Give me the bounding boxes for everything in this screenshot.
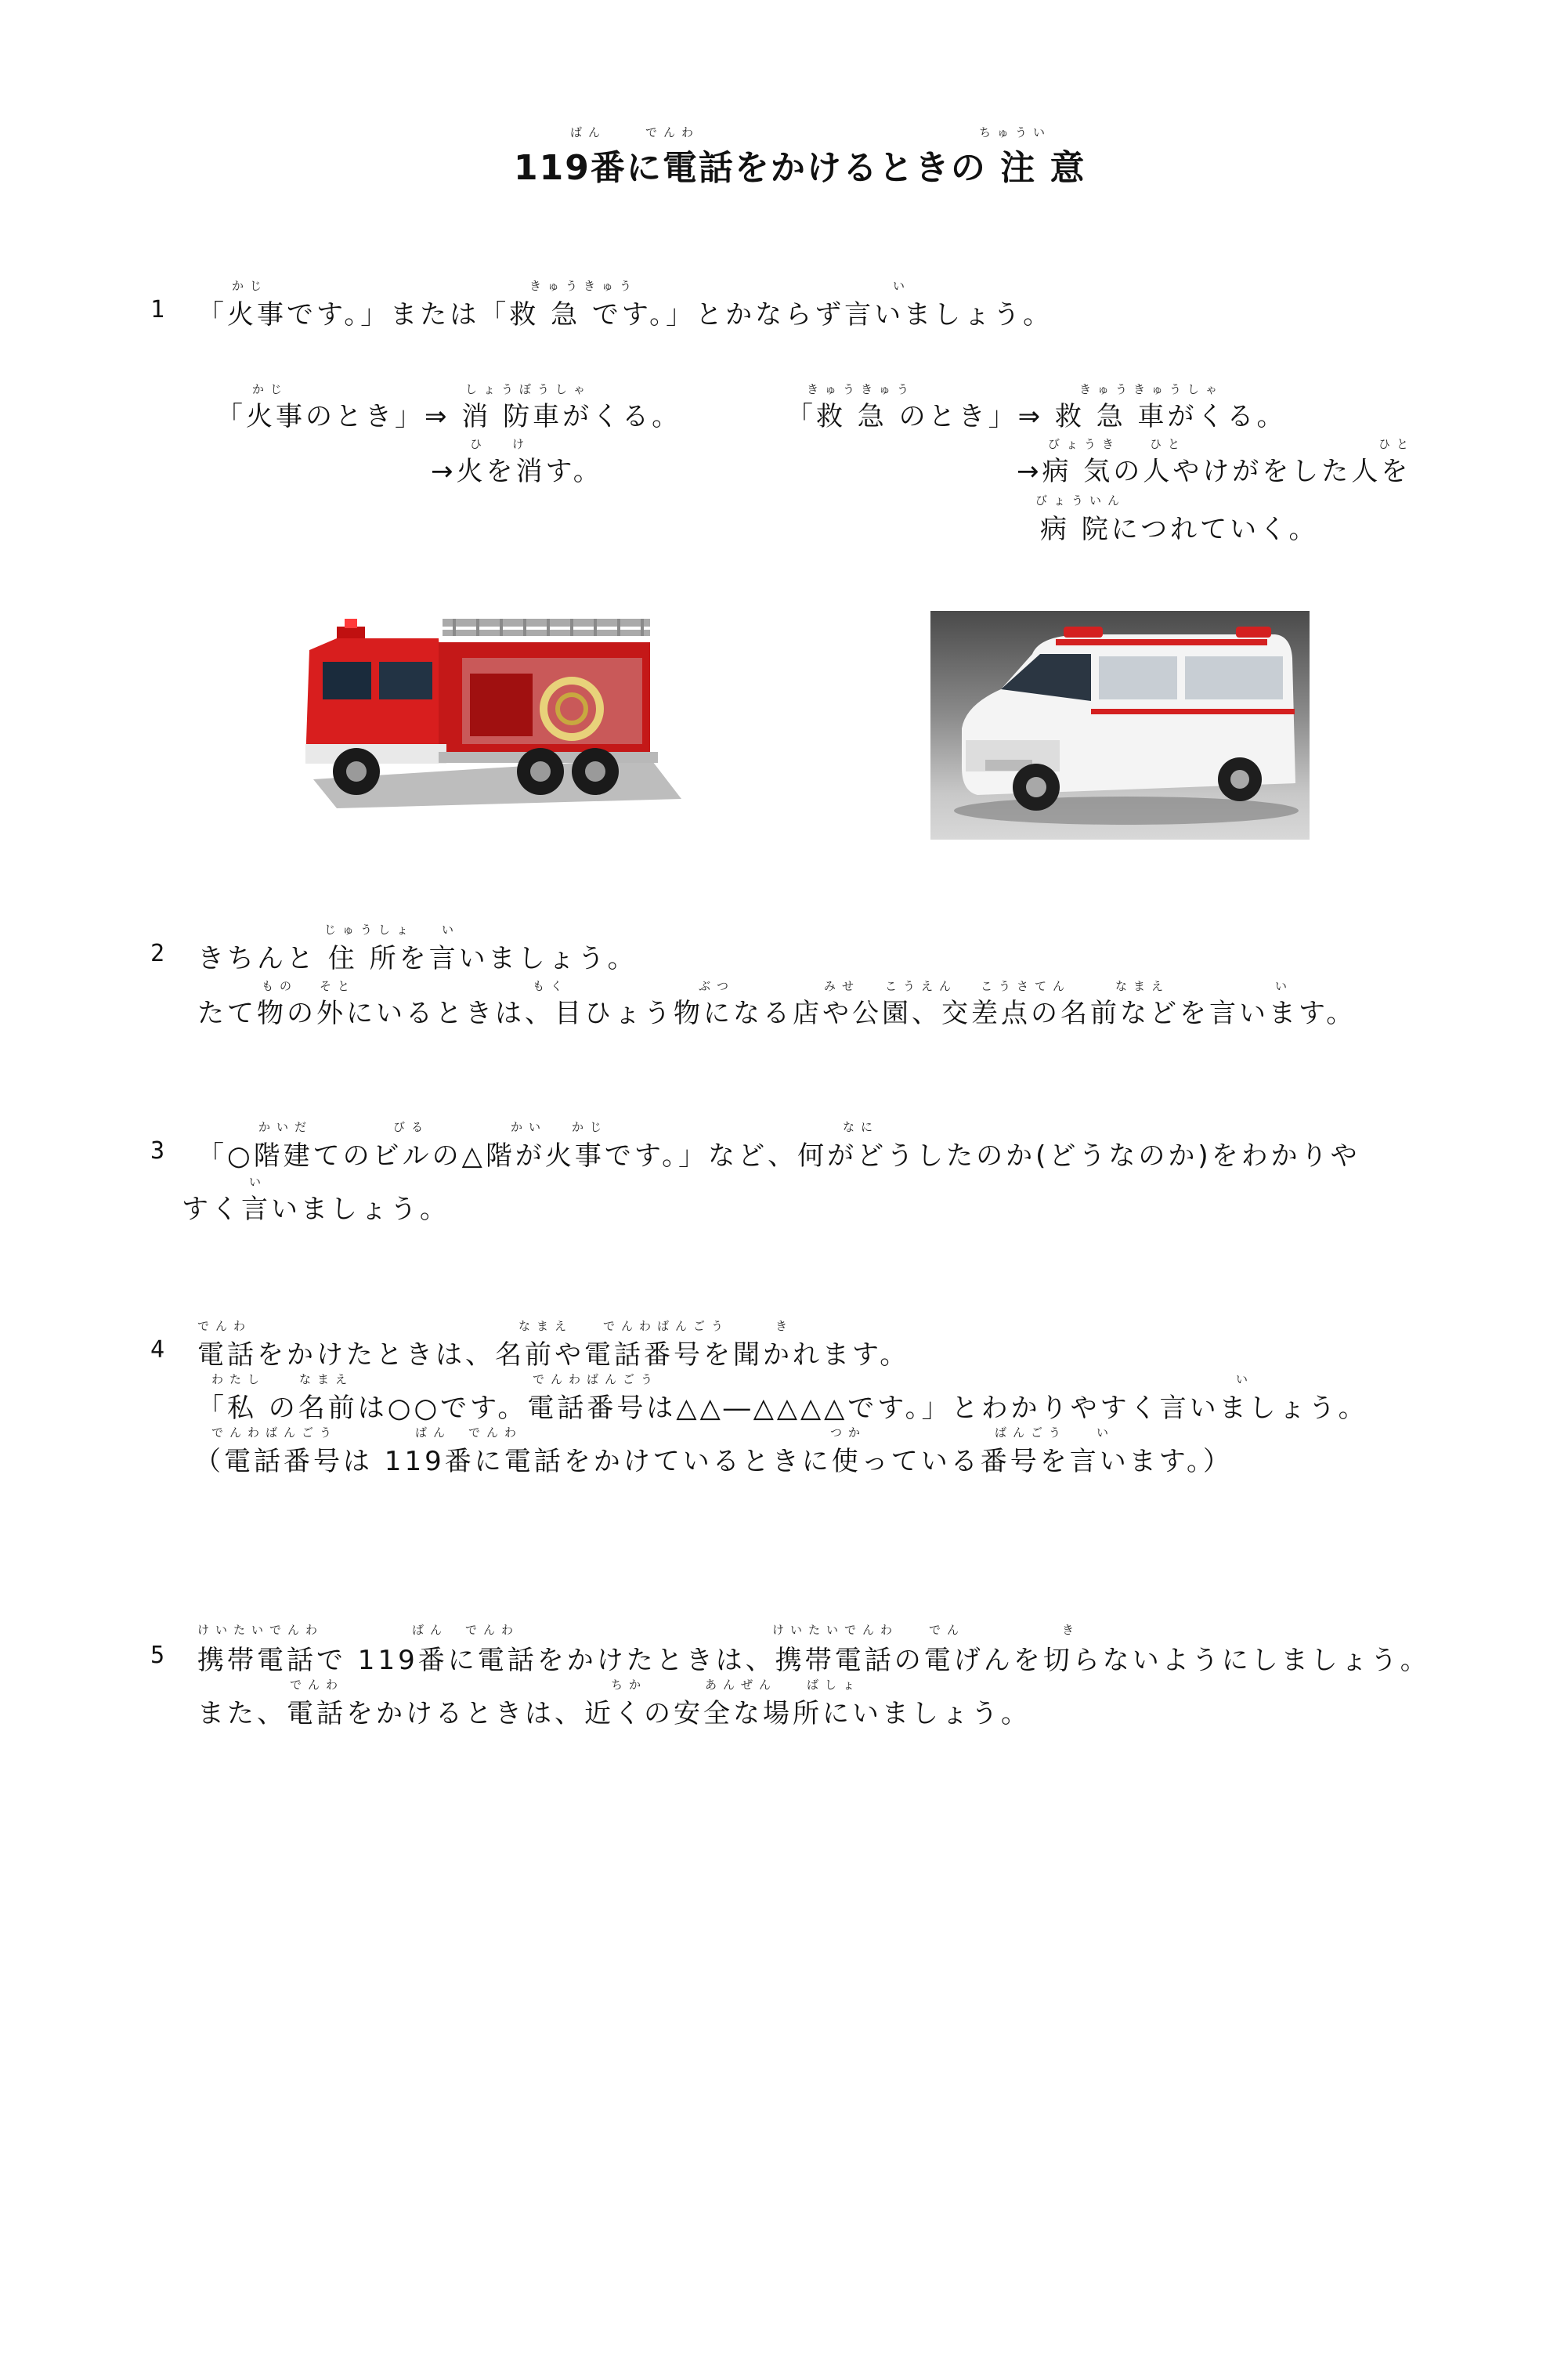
- s4-ruby-i2: い: [1097, 1425, 1115, 1440]
- s4-ruby-bangou: ばんごう: [995, 1425, 1068, 1440]
- fire-case-heading: 「火事のとき」⇒ 消 防車がくる。: [216, 401, 682, 432]
- s4-ruby-ban: ばん: [415, 1425, 452, 1440]
- s4-ruby-i: い: [1236, 1372, 1255, 1386]
- s1-fire-ruby-hi: ひ: [470, 437, 489, 451]
- s1-ruby-i: い: [893, 279, 912, 293]
- s1-ruby-kaji: かじ: [232, 279, 269, 293]
- s4-ruby-denwabangou2: でんわばんごう: [533, 1372, 659, 1386]
- s5-ruby-basho: ばしょ: [807, 1678, 862, 1692]
- s3-ruby-nani: なに: [843, 1120, 880, 1134]
- s2-ruby-kousaten: こうさてん: [981, 979, 1071, 993]
- s2-ruby-namae: なまえ: [1115, 979, 1170, 993]
- s4-ruby-watashi: わたし: [211, 1372, 266, 1386]
- s5-ruby-ki: き: [1062, 1623, 1081, 1637]
- section-number-3: 3: [150, 1137, 165, 1165]
- s1-amb-ruby-hito1: ひと: [1150, 437, 1187, 451]
- s1-ruby-kyuukyuu: きゅうきゅう: [529, 279, 638, 293]
- section-2-line-1: きちんと 住 所を言いましょう。: [197, 943, 638, 974]
- s1-fire-ruby-shoubousha: しょうぼうしゃ: [465, 382, 592, 396]
- s4-ruby-namae: なまえ: [518, 1319, 573, 1333]
- title-ruby-denwa: でんわ: [645, 125, 700, 139]
- s5-ruby-keitaidenwa: けいたいでんわ: [197, 1623, 324, 1637]
- section-4-line-3: （電話番号は 119番に電話をかけているときに使っている番号を言います。）: [194, 1446, 1233, 1477]
- s3-ruby-kaji: かじ: [572, 1120, 609, 1134]
- section-2-line-2: たて物の外にいるときは、目ひょう物になる店や公園、交差点の名前などを言います。: [197, 998, 1357, 1029]
- ambulance-case-sub-2: 病 院につれていく。: [1040, 514, 1319, 545]
- section-number-2: 2: [150, 940, 165, 967]
- s2-ruby-i: い: [442, 923, 461, 937]
- ambulance-case-sub-1: →病 気の人やけがをした人を: [1017, 456, 1411, 487]
- s4-ruby-namae2: なまえ: [299, 1372, 354, 1386]
- page-title: 119番に電話をかけるときの 注 意: [514, 148, 1086, 188]
- s4-ruby-ki: き: [775, 1319, 794, 1333]
- s2-ruby-mono: もの: [262, 979, 298, 993]
- s5-ruby-ban: ばん: [412, 1623, 449, 1637]
- section-number-5: 5: [150, 1642, 165, 1669]
- s2-ruby-moku: もく: [533, 979, 569, 993]
- section-4-line-1: 電話をかけたときは、名前や電話番号を聞かれます。: [197, 1339, 910, 1371]
- s5-ruby-denwa2: でんわ: [290, 1678, 345, 1692]
- s4-ruby-tsuka: つか: [830, 1425, 867, 1440]
- section-number-4: 4: [150, 1336, 165, 1364]
- s4-ruby-denwabangou: でんわばんごう: [603, 1319, 730, 1333]
- s5-ruby-chika: ちか: [611, 1678, 648, 1692]
- fire-truck-image: [282, 603, 681, 815]
- s5-ruby-keitaidenwa2: けいたいでんわ: [772, 1623, 899, 1637]
- s3-ruby-i: い: [249, 1175, 268, 1189]
- ambulance-case-heading: 「救 急 のとき」⇒ 救 急 車がくる。: [786, 401, 1287, 432]
- s2-ruby-juusho: じゅうしょ: [324, 923, 415, 937]
- s2-ruby-soto: そと: [320, 979, 356, 993]
- section-3-line-1: 「○階建てのビルの△階が火事です。」など、何がどうしたのか(どうなのか)をわかりや: [197, 1140, 1360, 1172]
- section-4-line-2: 「私 の名前は○○です。電話番号は△△―△△△△です。」とわかりやすく言いましょう。: [197, 1393, 1368, 1424]
- s1-amb-ruby-hito2: ひと: [1378, 437, 1415, 451]
- section-number-1: 1: [150, 296, 165, 323]
- s1-amb-ruby-byouki: びょうき: [1048, 437, 1121, 451]
- fire-case-sub: →火を消す。: [431, 456, 603, 487]
- title-ruby-ban: ばん: [570, 125, 607, 139]
- section-1-text: 「火事です。」または「救 急 です。」とかならず言いましょう。: [197, 299, 1053, 331]
- s1-amb-ruby-byouin: びょういん: [1035, 493, 1126, 508]
- s2-ruby-i2: い: [1275, 979, 1294, 993]
- section-3-line-2: すく言いましょう。: [182, 1194, 450, 1225]
- s5-ruby-den: でん: [929, 1623, 966, 1637]
- s4-ruby-denwabangou3: でんわばんごう: [211, 1425, 338, 1440]
- s1-amb-ruby-kyuukyuu: きゅうきゅう: [807, 382, 916, 396]
- s5-ruby-denwa: でんわ: [465, 1623, 520, 1637]
- s4-ruby-denwa: でんわ: [197, 1319, 252, 1333]
- s2-ruby-kouen: こうえん: [885, 979, 958, 993]
- s1-fire-ruby-kaji: かじ: [252, 382, 289, 396]
- s5-ruby-anzen: あんぜん: [705, 1678, 778, 1692]
- s3-ruby-kai: かい: [511, 1120, 547, 1134]
- s1-amb-ruby-kyuukyuusha: きゅうきゅうしゃ: [1079, 382, 1224, 396]
- s3-ruby-biru: びる: [393, 1120, 430, 1134]
- s3-ruby-kaidate: かいだ: [258, 1120, 313, 1134]
- section-5-line-1: 携帯電話で 119番に電話をかけたときは、携帯電話の電げんを切らないようにしましょう。: [197, 1645, 1430, 1676]
- title-ruby-chuui: ちゅうい: [979, 125, 1052, 139]
- ambulance-image: [930, 611, 1310, 840]
- s2-ruby-mise: みせ: [824, 979, 861, 993]
- section-5-line-2: また、電話をかけるときは、近くの安全な場所にいましょう。: [197, 1698, 1031, 1729]
- s4-ruby-denwa2: でんわ: [468, 1425, 523, 1440]
- s1-fire-ruby-ke: け: [512, 437, 531, 451]
- s2-ruby-butsu: ぶつ: [699, 979, 735, 993]
